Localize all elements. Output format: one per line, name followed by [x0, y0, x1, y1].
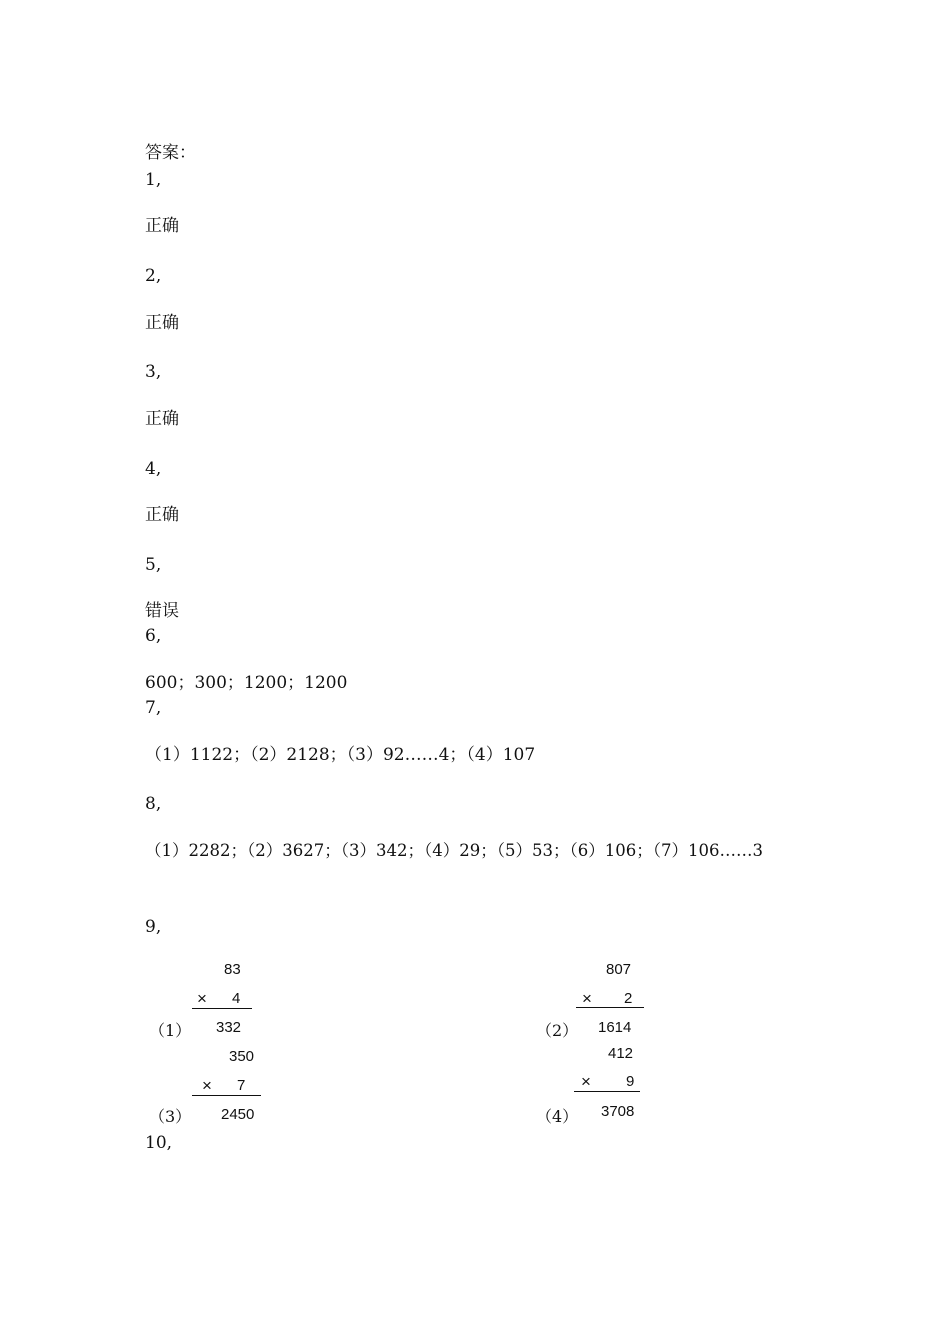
calc-4-times-sign: ×: [581, 1072, 591, 1091]
item-9-number: 9,: [145, 917, 162, 937]
calc-3-result: 2450: [221, 1106, 255, 1123]
calc-4-top-number: 412: [608, 1045, 634, 1062]
item-8-number: 8,: [145, 794, 162, 814]
item-7-answer: （1）1122；（2）2128；（3）92……4；（4）107: [145, 745, 536, 765]
calc-2-line: [576, 1007, 644, 1008]
item-6-answer: 600；300；1200；1200: [145, 673, 348, 693]
calc-1-top-number: 83: [224, 961, 241, 978]
calc-1-line: [192, 1008, 252, 1009]
item-7-number: 7,: [145, 698, 162, 718]
calc-3-times-sign: ×: [202, 1076, 212, 1095]
item-2-answer: 正确: [145, 313, 179, 333]
item-6-number: 6,: [145, 626, 162, 646]
calc-2-result: 1614: [598, 1019, 632, 1036]
calc-2-label: （2）: [536, 1021, 579, 1040]
calc-2-top-number: 807: [606, 961, 632, 978]
item-3-answer: 正确: [145, 409, 179, 429]
calc-1-times-sign: ×: [197, 989, 207, 1008]
calc-2-times-sign: ×: [582, 989, 592, 1008]
item-2-number: 2,: [145, 266, 162, 286]
calc-4-result: 3708: [601, 1103, 635, 1120]
calc-1-result: 332: [216, 1019, 242, 1036]
heading: 答案：: [145, 143, 196, 163]
calc-3-line: [192, 1095, 261, 1096]
calc-3-label: （3）: [149, 1107, 192, 1126]
calc-3-top-number: 350: [229, 1048, 255, 1065]
item-1-number: 1,: [145, 170, 162, 190]
item-4-number: 4,: [145, 459, 162, 479]
item-8-answer: （1）2282；（2）3627；（3）342；（4）29；（5）53；（6）106；（7）106……3: [145, 841, 763, 860]
item-10-number: 10,: [145, 1133, 173, 1153]
calc-4-label: （4）: [536, 1107, 579, 1126]
calc-1-multiplier: 4: [232, 990, 241, 1007]
calc-4-line: [574, 1091, 640, 1092]
item-3-number: 3,: [145, 362, 162, 382]
calc-4-multiplier: 9: [626, 1073, 635, 1090]
item-5-number: 5,: [145, 555, 162, 575]
calc-2-multiplier: 2: [624, 990, 633, 1007]
calc-1-label: （1）: [149, 1021, 192, 1040]
item-5-answer: 错误: [145, 601, 179, 621]
calc-3-multiplier: 7: [237, 1077, 246, 1094]
item-4-answer: 正确: [145, 505, 179, 525]
item-1-answer: 正确: [145, 216, 179, 236]
